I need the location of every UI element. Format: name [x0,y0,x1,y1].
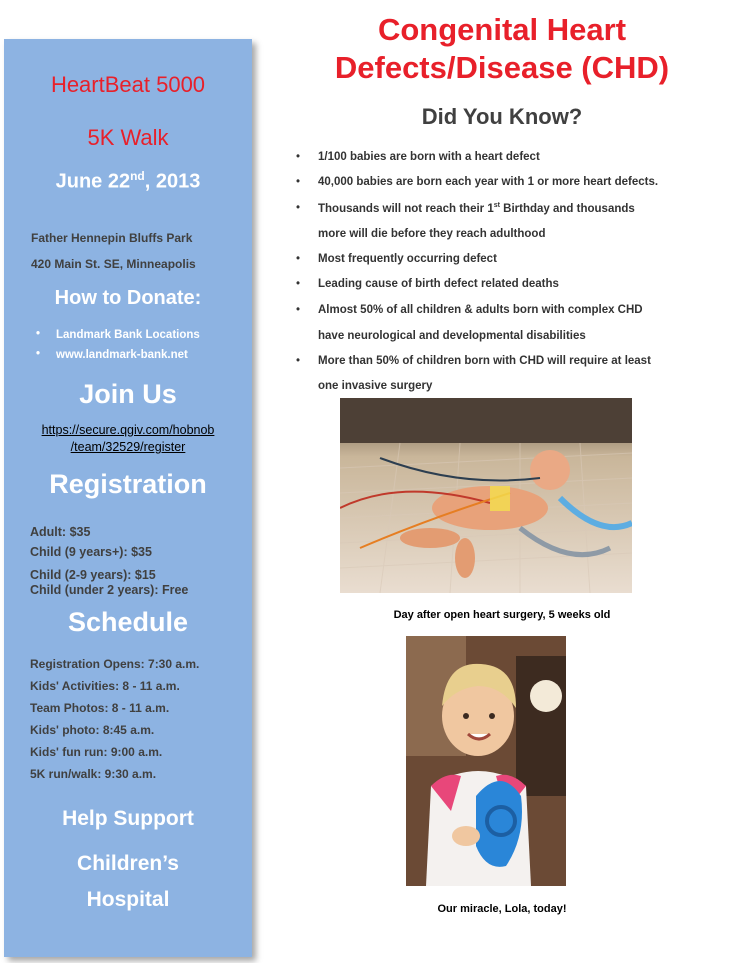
page-title [272,11,732,87]
registration-link-line2[interactable]: /team/32529/register [70,440,186,454]
registration-link[interactable] [4,422,252,456]
photo-caption-surgery: Day after open heart surgery, 5 weeks old [393,609,611,621]
schedule-item: Kids' fun run: 9:00 a.m. [30,745,163,759]
fact-sup: st [493,202,500,209]
location-park: Father Hennepin Bluffs Park [31,231,193,245]
support-line-2: Children’s [77,852,179,875]
schedule-item: Registration Opens: 7:30 a.m. [30,657,200,671]
fact-text: Birthday and thousands [499,202,635,215]
schedule-item: 5K run/walk: 9:30 a.m. [30,767,157,781]
bullet: • [296,253,301,265]
fact-item: 1/100 babies are born with a heart defect [318,151,540,163]
support-line-1: Help Support [62,807,194,830]
fact-item: Leading cause of birth defect related deaths [318,278,559,290]
date-year: , 2013 [144,170,201,193]
date-main: June 22 [55,170,131,193]
price-child-under-2: Child (under 2 years): Free [30,583,189,597]
title-line-2: Defects/Disease (CHD) [334,50,670,85]
event-date [4,169,252,194]
bullet: • [296,176,301,188]
support-line-3: Hospital [86,888,170,911]
schedule-heading: Schedule [67,607,189,637]
event-sidebar [4,39,252,957]
registration-heading: Registration [49,469,207,499]
photo-infant-after-surgery [340,398,632,593]
join-heading: Join Us [79,379,177,409]
bullet: • [296,278,301,290]
donate-list [56,329,200,369]
event-subtitle: 5K Walk [87,125,169,150]
donate-heading: How to Donate: [54,287,202,309]
donate-item: • Landmark Bank Locations [56,329,200,349]
fact-item: Almost 50% of all children & adults born with complex CHD [318,304,643,316]
fact-item-continued: one invasive surgery [318,380,433,392]
bullet: • [296,202,301,214]
location-address: 420 Main St. SE, Minneapolis [31,257,196,271]
fact-item-continued: more will die before they reach adulthood [318,228,546,240]
price-adult: Adult: $35 [30,525,91,539]
registration-link-line1[interactable]: https://secure.qgiv.com/hobnob [41,423,215,437]
bullet: • [296,304,301,316]
bullet: • [296,151,301,163]
date-suffix: nd [130,169,145,183]
schedule-item: Team Photos: 8 - 11 a.m. [30,701,170,715]
fact-item-continued: have neurological and developmental disabilities [318,330,586,342]
bullet: • [296,355,301,367]
schedule-item: Kids' photo: 8:45 a.m. [30,723,155,737]
did-you-know-heading: Did You Know? [421,104,583,129]
price-child-9plus: Child (9 years+): $35 [30,545,152,559]
fact-item: Most frequently occurring defect [318,253,497,265]
event-name: HeartBeat 5000 [50,72,206,97]
title-line-1: Congenital Heart [377,12,627,47]
fact-text: Thousands will not reach their 1 [318,202,494,215]
fact-item [318,202,635,215]
price-child-2-9: Child (2-9 years): $15 [30,568,156,582]
photo-toddler-today [406,636,566,886]
schedule-item: Kids' Activities: 8 - 11 a.m. [30,679,180,693]
photo-caption-today: Our miracle, Lola, today! [437,903,567,915]
fact-item: 40,000 babies are born each year with 1 or more heart defects. [318,176,659,188]
donate-item[interactable]: • www.landmark-bank.net [56,349,200,369]
fact-item: More than 50% of children born with CHD will require at least [318,355,651,367]
